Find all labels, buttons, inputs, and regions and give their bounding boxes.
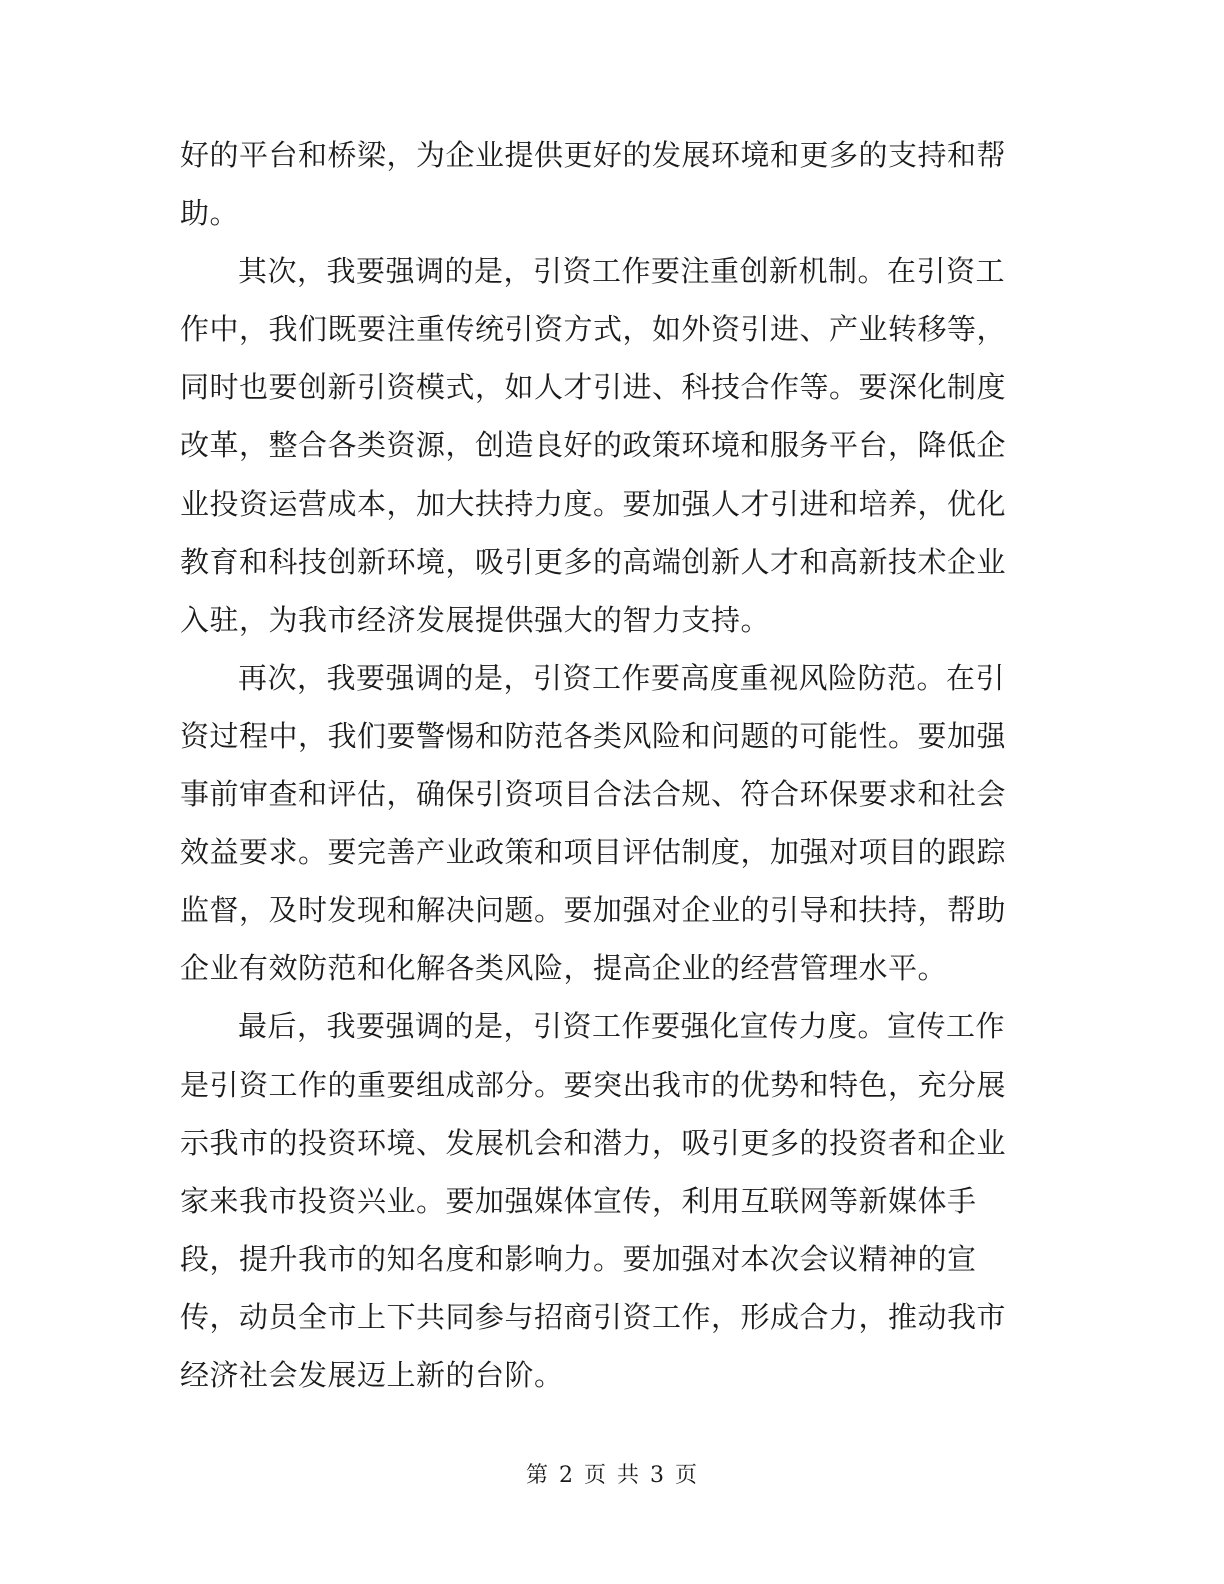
text-line: 其次，我要强调的是，引资工作要注重创新机制。在引资工 bbox=[238, 254, 1006, 289]
footer-prefix: 第 bbox=[525, 1463, 549, 1488]
page-footer bbox=[0, 1458, 1224, 1489]
text-line: 传，动员全市上下共同参与招商引资工作，形成合力，推动我市 bbox=[180, 1299, 1007, 1334]
text-line: 同时也要创新引资模式，如人才引进、科技合作等。要深化制度 bbox=[180, 370, 1007, 405]
paragraph bbox=[180, 126, 1016, 242]
text-line: 资过程中，我们要警惕和防范各类风险和问题的可能性。要加强 bbox=[180, 718, 1007, 753]
document-body bbox=[180, 126, 1016, 1404]
paragraph bbox=[180, 242, 1016, 649]
text-line: 效益要求。要完善产业政策和项目评估制度，加强对项目的跟踪 bbox=[180, 835, 1007, 870]
text-line: 教育和科技创新环境，吸引更多的高端创新人才和高新技术企业 bbox=[180, 544, 1007, 579]
paragraph bbox=[180, 997, 1016, 1404]
footer-total-word: 共 bbox=[617, 1463, 641, 1488]
text-line: 入驻，为我市经济发展提供强大的智力支持。 bbox=[180, 602, 771, 637]
footer-suffix: 页 bbox=[675, 1463, 699, 1488]
footer-current-page: 2 bbox=[558, 1463, 574, 1488]
text-line: 企业有效防范和化解各类风险，提高企业的经营管理水平。 bbox=[180, 951, 948, 986]
text-line: 改革，整合各类资源，创造良好的政策环境和服务平台，降低企 bbox=[180, 428, 1007, 463]
text-line: 好的平台和桥梁，为企业提供更好的发展环境和更多的支持和帮 bbox=[180, 138, 1007, 172]
text-line: 是引资工作的重要组成部分。要突出我市的优势和特色，充分展 bbox=[180, 1067, 1007, 1102]
text-line: 监督，及时发现和解决问题。要加强对企业的引导和扶持，帮助 bbox=[180, 893, 1007, 928]
text-line: 示我市的投资环境、发展机会和潜力，吸引更多的投资者和企业 bbox=[180, 1125, 1007, 1160]
text-line: 家来我市投资兴业。要加强媒体宣传，利用互联网等新媒体手 bbox=[180, 1183, 977, 1218]
text-line: 最后，我要强调的是，引资工作要强化宣传力度。宣传工作 bbox=[238, 1009, 1006, 1044]
paragraph bbox=[180, 649, 1016, 998]
text-line: 助。 bbox=[180, 196, 240, 231]
text-line: 业投资运营成本，加大扶持力度。要加强人才引进和培养，优化 bbox=[180, 486, 1007, 521]
text-line: 段，提升我市的知名度和影响力。要加强对本次会议精神的宣 bbox=[180, 1241, 977, 1276]
footer-total-pages: 3 bbox=[650, 1463, 666, 1488]
footer-page-word: 页 bbox=[583, 1463, 607, 1488]
text-line: 作中，我们既要注重传统引资方式，如外资引进、产业转移等， bbox=[180, 312, 1007, 347]
text-line: 事前审查和评估，确保引资项目合法合规、符合环保要求和社会 bbox=[180, 777, 1007, 812]
text-line: 再次，我要强调的是，引资工作要高度重视风险防范。在引 bbox=[238, 660, 1006, 695]
text-line: 经济社会发展迈上新的台阶。 bbox=[180, 1357, 564, 1392]
